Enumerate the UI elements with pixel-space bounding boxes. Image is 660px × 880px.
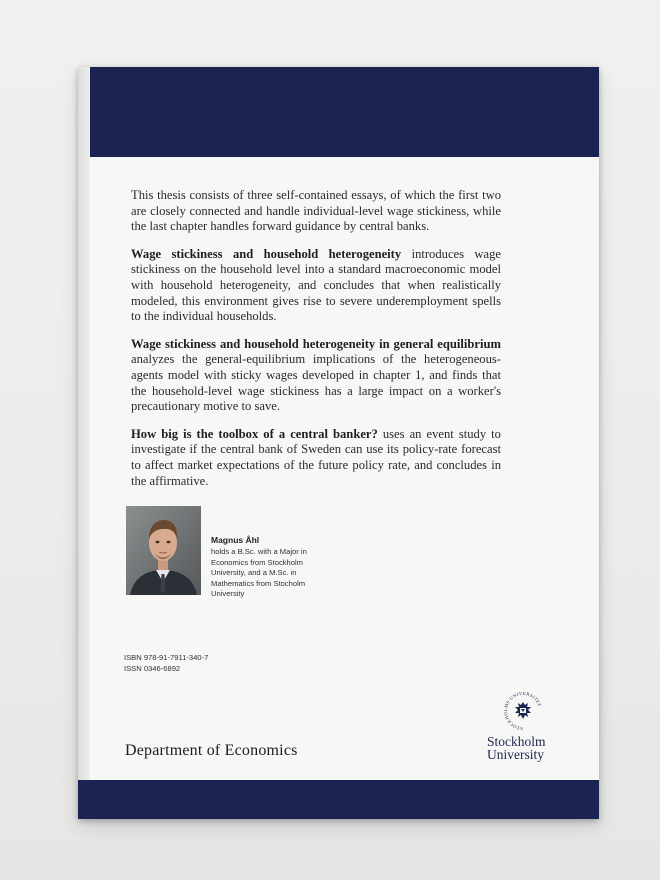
bottom-navy-band (78, 780, 599, 819)
university-seal-icon (503, 691, 543, 731)
author-photo (126, 506, 201, 595)
author-bio: holds a B.Sc. with a Major in Economics from Stockholm University, and a M.Sc. in Mathematics from Stocholm University (211, 547, 307, 599)
stockholm-university-logo (482, 691, 562, 767)
author-name: Magnus Åhl (211, 535, 260, 545)
portrait-image (126, 506, 201, 595)
essay3-text: uses an event study to investigate if the central bank of Sweden can use its policy-rate forecast to affect market expectations of the future policy rate, and concludes in the affirmative. (131, 426, 501, 488)
author-section (126, 506, 386, 599)
seal-text: STOCKHOLMS UNIVERSITET (503, 691, 543, 731)
university-name (487, 735, 546, 761)
essay3-paragraph (131, 427, 501, 489)
issn-number: ISSN 0346-6892 (124, 664, 181, 673)
essay3-title: How big is the toolbox of a central banker? (131, 426, 378, 441)
isbn-number: ISBN 978-91-7911-340-7 (124, 653, 209, 662)
essay2-title: Wage stickiness and household heterogeneity in general equilibrium (131, 336, 501, 351)
essay1-title: Wage stickiness and household heterogeneity (131, 246, 402, 261)
university-name-line1: Stockholm (487, 734, 546, 749)
intro-text: This thesis consists of three self-contained essays, of which the first two are closely connected and handle individual-level wage stickiness, while the last chapter handles forward guidance by central banks. (131, 188, 501, 234)
essay2-text: analyzes the general-equilibrium implications of the heterogeneous-agents model with sticky wages developed in chapter 1, and finds that the household-level wage stickiness has a large impact on a worker's precautionary motive to save. (131, 352, 501, 414)
book-back-cover (78, 67, 599, 819)
top-navy-band (90, 67, 599, 157)
essay1-text: introduces wage stickiness on the household level into a standard macroeconomic model with household heterogeneity, and concludes that when realistically modeled, this environment gives rise to severe underemployment spells to the individual households. (131, 246, 501, 324)
essay1-paragraph (131, 247, 501, 325)
page-edge (78, 67, 90, 780)
university-name-line2: University (487, 747, 544, 762)
identifiers (124, 652, 208, 674)
essay2-paragraph (131, 337, 501, 415)
department-name: Department of Economics (125, 742, 298, 759)
intro-paragraph (131, 188, 501, 235)
abstract-text (131, 188, 501, 501)
